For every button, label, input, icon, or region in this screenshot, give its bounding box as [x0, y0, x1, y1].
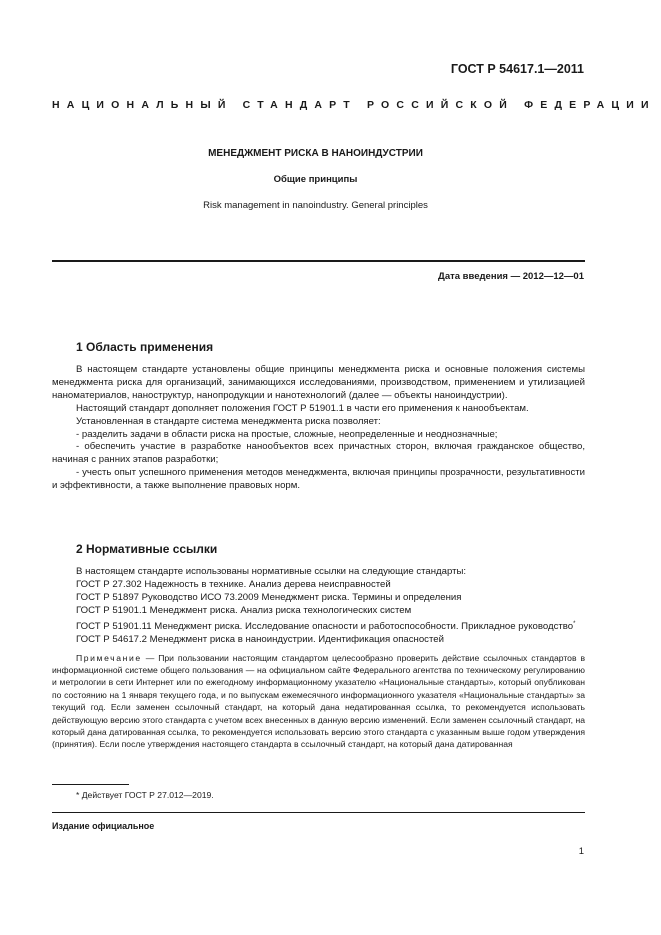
- document-title-english: Risk management in nanoindustry. General principles: [203, 200, 428, 211]
- section-1-heading: 1 Область применения: [76, 340, 214, 354]
- introduction-date: Дата введения — 2012—12—01: [438, 271, 584, 282]
- section-2-intro: В настоящем стандарте использованы нормативные ссылки на следующие стандарты:: [76, 566, 467, 577]
- normative-reference: ГОСТ Р 51901.1 Менеджмент риска. Анализ риска технологических систем: [76, 604, 412, 616]
- document-title: МЕНЕДЖМЕНТ РИСКА В НАНОИНДУСТРИИ: [208, 148, 423, 159]
- normative-reference-text: ГОСТ Р 51901.11 Менеджмент риска. Исследование опасности и работоспособности. Прикладное руководство: [76, 620, 574, 632]
- note-label: Примечание: [76, 652, 142, 663]
- normative-reference-with-footnote: [52, 618, 585, 634]
- section-1-list-item: - разделить задачи в области риска на простые, сложные, неопределенные и неоднозначные;: [76, 428, 498, 440]
- section-1-paragraph: Настоящий стандарт дополняет положения ГОСТ Р 51901.1 в части его применения к нанообъектам.: [76, 402, 529, 414]
- section-2-heading: 2 Нормативные ссылки: [76, 542, 218, 556]
- footnote-divider: [52, 784, 129, 785]
- page-number: 1: [578, 846, 584, 857]
- section-1-paragraph: Установленная в стандарте система менеджмента риска позволяет:: [76, 415, 381, 427]
- footnote: * Действует ГОСТ Р 27.012—2019.: [76, 790, 214, 800]
- normative-reference: ГОСТ Р 51897 Руководство ИСО 73.2009 Менеджмент риска. Термины и определения: [76, 591, 462, 603]
- normative-reference: ГОСТ Р 54617.2 Менеджмент риска в наноиндустрии. Идентификация опасностей: [76, 633, 444, 645]
- header-divider: [52, 260, 585, 262]
- section-2-body: [52, 566, 585, 751]
- note-text: — При пользовании настоящим стандартом целесообразно проверить действие ссылочных стандартов в информационной системе общего пользования — на официальном сайте Федерального агентства по техническому регулированию и метрологии в сети Интернет или по ежегодному информационному указателю «Национальные стандарты», который опубликован по состоянию на 1 января текущего года, и по выпускам ежемесячного информационного указателя «Национальные стандарты» за текущий год. Если заменен ссылочный стандарт, на который дана недатированная ссылка, то рекомендуется использовать действующую версию этого стандарта с учетом всех внесенных в данную версию изменений. Если заменен ссылочный стандарт, на который дана датированная ссылка, то рекомендуется использовать версию этого стандарта с указанным выше годом утверждения (принятия). Если после утверждения настоящего стандарта в ссылочный стандарт, на который дана датированная: [52, 652, 586, 750]
- national-standard-banner: НАЦИОНАЛЬНЫЙ СТАНДАРТ РОССИЙСКОЙ ФЕДЕРАЦИИ: [52, 99, 656, 111]
- section-1-paragraph: В настоящем стандарте установлены общие принципы менеджмента риска и основные положения системы менеджмента риска для организаций, занимающихся исследованиями, производством, применением и утилизацией наноматериалов, наноструктур, нанопродукции и нанотехнологий (далее — объекты наноиндустрии).: [52, 364, 585, 401]
- document-code: ГОСТ Р 54617.1—2011: [450, 62, 584, 76]
- section-1-body: [52, 364, 585, 493]
- note-paragraph: [52, 652, 585, 751]
- section-1-list-item: - обеспечить участие в разработке нанообъектов всех причастных сторон, включая гражданское общество, начиная с ранних этапов разработки;: [52, 441, 585, 466]
- footer-divider: [52, 812, 585, 813]
- normative-reference: ГОСТ Р 27.302 Надежность в технике. Анализ дерева неисправностей: [76, 578, 391, 590]
- edition-label: Издание официальное: [52, 821, 155, 831]
- footnote-mark: *: [573, 620, 576, 627]
- section-1-list-item: - учесть опыт успешного применения методов менеджмента, включая принципы прозрачности, результативности и эффективности, а также выполнение правовых норм.: [52, 467, 585, 492]
- document-subtitle: Общие принципы: [273, 174, 358, 185]
